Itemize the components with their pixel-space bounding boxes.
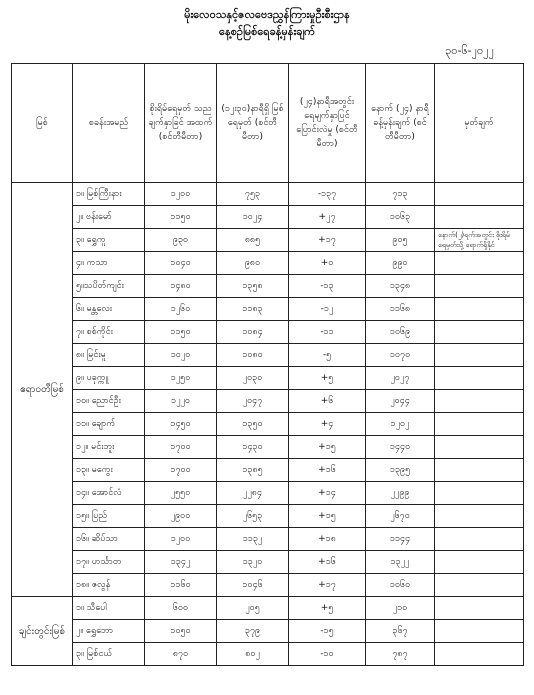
table-row <box>12 367 524 390</box>
change-cell: +၂၇ <box>289 206 366 229</box>
water-level-cell: ၁၁၈၃ <box>217 298 289 321</box>
report-date: ၃၀-၆-၂၀၂၂ <box>445 44 494 57</box>
remark-cell <box>435 183 524 206</box>
table-row <box>12 344 524 367</box>
forecast-cell: ၂၁၀ <box>366 597 435 620</box>
danger-level-cell: ၂၅၅၀ <box>145 482 217 505</box>
change-cell: +၁၅ <box>289 505 366 528</box>
change-cell: -၁၃၇ <box>289 183 366 206</box>
danger-level-cell: ၁၃၄၂ <box>145 551 217 574</box>
station-cell: ၁၅။ ပြည် <box>73 505 145 528</box>
change-cell: -၁၂ <box>289 298 366 321</box>
table-row <box>12 413 524 436</box>
forecast-cell: ၁၃၂၂ <box>366 551 435 574</box>
station-cell: ၂။ ရွှေဘော <box>73 620 145 643</box>
change-cell: +၁၇ <box>289 229 366 252</box>
change-cell: -၅ <box>289 344 366 367</box>
remark-cell <box>435 436 524 459</box>
header-row <box>12 64 524 183</box>
remark-cell <box>435 574 524 597</box>
remark-cell <box>435 344 524 367</box>
danger-level-cell: ၁၂၀၀ <box>145 528 217 551</box>
forecast-cell: ၁၁၄၄ <box>366 528 435 551</box>
change-cell: +၆ <box>289 390 366 413</box>
remark-cell <box>435 528 524 551</box>
station-cell: ၁၇။ ဟင်္သာတ <box>73 551 145 574</box>
change-cell: -၁၃ <box>289 275 366 298</box>
col-forecast: နောက် (၂၄) နာရီ ခန့်မှန်းချက် (စင်တီမီတာ) <box>366 64 435 183</box>
remark-cell <box>435 321 524 344</box>
water-level-cell: ၁၃၅၈ <box>217 275 289 298</box>
water-level-cell: ၁၀၄၆ <box>217 574 289 597</box>
table-row <box>12 321 524 344</box>
danger-level-cell: ၁၂၅၀ <box>145 367 217 390</box>
table-row <box>12 551 524 574</box>
change-cell: +၁၆ <box>289 551 366 574</box>
station-cell: ၃။ မြစ်ငယ် <box>73 643 145 666</box>
change-cell: +၁၅ <box>289 436 366 459</box>
table-row <box>12 505 524 528</box>
table-row <box>12 298 524 321</box>
danger-level-cell: ၈၇၀ <box>145 643 217 666</box>
change-cell: +၅ <box>289 597 366 620</box>
forecast-cell: ၁၀၆၉ <box>366 321 435 344</box>
change-cell: -၁၁ <box>289 321 366 344</box>
forecast-cell: ၂၀၂၇ <box>366 367 435 390</box>
remark-cell <box>435 367 524 390</box>
water-level-cell: ၁၃၂၀ <box>217 551 289 574</box>
danger-level-cell: ၆၀၀ <box>145 597 217 620</box>
danger-level-cell: ၁၀၄၀ <box>145 252 217 275</box>
water-level-cell: ၇၅၃ <box>217 183 289 206</box>
change-cell: +၁၄ <box>289 482 366 505</box>
danger-level-cell: ၁၂၂၀ <box>145 390 217 413</box>
danger-level-cell: ၁၄၈၀ <box>145 275 217 298</box>
forecast-cell: ၁၂၀၂ <box>366 413 435 436</box>
change-cell: +၄ <box>289 413 366 436</box>
remark-cell <box>435 551 524 574</box>
forecast-cell: ၁၁၆၈ <box>366 298 435 321</box>
forecast-cell: ၁၀၇၀ <box>366 344 435 367</box>
danger-level-cell: ၉၃၀ <box>145 229 217 252</box>
forecast-cell: ၁၀၆၃ <box>366 206 435 229</box>
table-row <box>12 574 524 597</box>
table-row <box>12 390 524 413</box>
change-cell: +၁၇ <box>289 574 366 597</box>
forecast-cell: ၉၀၅ <box>366 229 435 252</box>
water-level-cell: ၁၁၃၂ <box>217 528 289 551</box>
danger-level-cell: ၁၇၀၀ <box>145 459 217 482</box>
remark-cell <box>435 413 524 436</box>
col-water-level: (၁၂း၃၀)နာရီရှိ မြစ်ရေမှတ် (စင်တီမီတာ) <box>217 64 289 183</box>
remark-cell <box>435 643 524 666</box>
title-line-1: မိုးလေဝသနှင့်ဇလဗေဒညွှန်ကြားမှုဦးစီးဌာန <box>184 8 350 21</box>
water-level-cell: ၂၀၄၇ <box>217 390 289 413</box>
forecast-cell: ၇၁၃ <box>366 183 435 206</box>
forecast-cell: ၁၃၄၈ <box>366 275 435 298</box>
station-cell: ၁၁။ ချောက် <box>73 413 145 436</box>
danger-level-cell: ၁၁၅၀ <box>145 321 217 344</box>
water-level-cell: ၁၄၃၀ <box>217 436 289 459</box>
remark-cell <box>435 620 524 643</box>
station-cell: ၁။ မြစ်ကြီးနား <box>73 183 145 206</box>
forecast-cell: ၉၉၀ <box>366 252 435 275</box>
change-cell: +၅ <box>289 367 366 390</box>
water-level-cell: ၁၃၅၀ <box>217 413 289 436</box>
station-cell: ၃။ ရွှေကူ <box>73 229 145 252</box>
table-row <box>12 436 524 459</box>
col-change: (၂၄)နာရီအတွင်း ရေမျက်နှာပြင် ပြောင်းလဲမှု (စင်တီမီတာ) <box>289 64 366 183</box>
danger-level-cell: ၁၀၂၀ <box>145 344 217 367</box>
table-row <box>12 252 524 275</box>
forecast-cell: ၇၈၇ <box>366 643 435 666</box>
danger-level-cell: ၁၇၀၀ <box>145 436 217 459</box>
station-cell: ၇။ စစ်ကိုင်း <box>73 321 145 344</box>
table-row <box>12 206 524 229</box>
change-cell: -၁၀ <box>289 643 366 666</box>
col-station: စခန်းအမည် <box>73 64 145 183</box>
water-level-cell: ၈၀၂ <box>217 643 289 666</box>
river-name-cell: ဧရာဝတီမြစ် <box>12 183 73 597</box>
table-row <box>12 643 524 666</box>
water-level-cell: ၁၀၈၄ <box>217 321 289 344</box>
station-cell: ၁၈။ ဇလွန် <box>73 574 145 597</box>
col-river: မြစ် <box>12 64 73 183</box>
danger-level-cell: ၁၂၀၀ <box>145 183 217 206</box>
remark-cell <box>435 252 524 275</box>
forecast-cell: ၂၆၇၀ <box>366 505 435 528</box>
remark-cell <box>435 298 524 321</box>
station-cell: ၁၀။ ညောင်ဦး <box>73 390 145 413</box>
water-level-cell: ၁၀၈၀ <box>217 344 289 367</box>
forecast-cell: ၂၀၄၄ <box>366 390 435 413</box>
danger-level-cell: ၁၁၆၀ <box>145 574 217 597</box>
table-row <box>12 275 524 298</box>
danger-level-cell: ၂၉၀၀ <box>145 505 217 528</box>
station-cell: ၁၂။ မင်းဘူး <box>73 436 145 459</box>
danger-level-cell: ၁၁၅၀ <box>145 206 217 229</box>
table-row <box>12 528 524 551</box>
table-row <box>12 229 524 252</box>
remark-cell <box>435 482 524 505</box>
change-cell: +၁၆ <box>289 459 366 482</box>
station-cell: ၁၃။ မကွေး <box>73 459 145 482</box>
station-cell: ၄။ ကသာ <box>73 252 145 275</box>
change-cell: +၀ <box>289 252 366 275</box>
title-line-2: နေ့စဉ်မြစ်ရေခန့်မှန်းချက် <box>219 25 315 38</box>
station-cell: ၁၆။ ဆိပ်သာ <box>73 528 145 551</box>
table-row <box>12 482 524 505</box>
water-level-cell: ၈၈၅ <box>217 229 289 252</box>
water-level-cell: ၂၀၅ <box>217 597 289 620</box>
water-level-cell: ၃၇၉ <box>217 620 289 643</box>
water-level-cell: ၂၀၃၀ <box>217 367 289 390</box>
forecast-cell: ၃၆၇ <box>366 620 435 643</box>
remark-cell <box>435 390 524 413</box>
change-cell: +၁၈ <box>289 528 366 551</box>
station-cell: ၂။ ဗန်းမော် <box>73 206 145 229</box>
remark-cell <box>435 459 524 482</box>
forecast-table <box>11 63 524 666</box>
river-name-cell: ချင်းတွင်းမြစ် <box>12 597 73 666</box>
station-cell: ၉။ ပခုက္ကူ <box>73 367 145 390</box>
station-cell: ၈။ မြင်းမူ <box>73 344 145 367</box>
danger-level-cell: ၁၂၆၀ <box>145 298 217 321</box>
water-level-cell: ၁၀၂၄ <box>217 206 289 229</box>
change-cell: -၁၅ <box>289 620 366 643</box>
danger-level-cell: ၁၄၅၀ <box>145 413 217 436</box>
remark-cell <box>435 206 524 229</box>
col-danger-level: စိုးရိမ်ရေမှတ် သည ချက်နှာခြင် အထက် (စင်တီမီတာ) <box>145 64 217 183</box>
table-row <box>12 459 524 482</box>
forecast-cell: ၁၃၉၅ <box>366 459 435 482</box>
table-row <box>12 620 524 643</box>
forecast-cell: ၁၀၆၀ <box>366 574 435 597</box>
table-row <box>12 183 524 206</box>
station-cell: ၁၄။ အောင်လံ <box>73 482 145 505</box>
water-level-cell: ၂၂၈၄ <box>217 482 289 505</box>
water-level-cell: ၉၈၀ <box>217 252 289 275</box>
remark-cell <box>435 505 524 528</box>
forecast-cell: ၁၄၄၀ <box>366 436 435 459</box>
danger-level-cell: ၁၀၅၀ <box>145 620 217 643</box>
remark-cell: နောက်(၂)ရက်အတွင်း စိုးရိမ်ရေမှတ်သို့ ရောက်ရှိနိုင် <box>435 229 524 252</box>
remark-cell <box>435 597 524 620</box>
station-cell: ၆။ မန္တလေး <box>73 298 145 321</box>
remark-cell <box>435 275 524 298</box>
col-remark: မှတ်ချက် <box>435 64 524 183</box>
table-row <box>12 597 524 620</box>
water-level-cell: ၂၆၅၃ <box>217 505 289 528</box>
station-cell: ၅။သပိတ်ကျင်း <box>73 275 145 298</box>
forecast-cell: ၂၂၉၉ <box>366 482 435 505</box>
station-cell: ၁။ သီပေါ <box>73 597 145 620</box>
water-level-cell: ၁၃၈၅ <box>217 459 289 482</box>
